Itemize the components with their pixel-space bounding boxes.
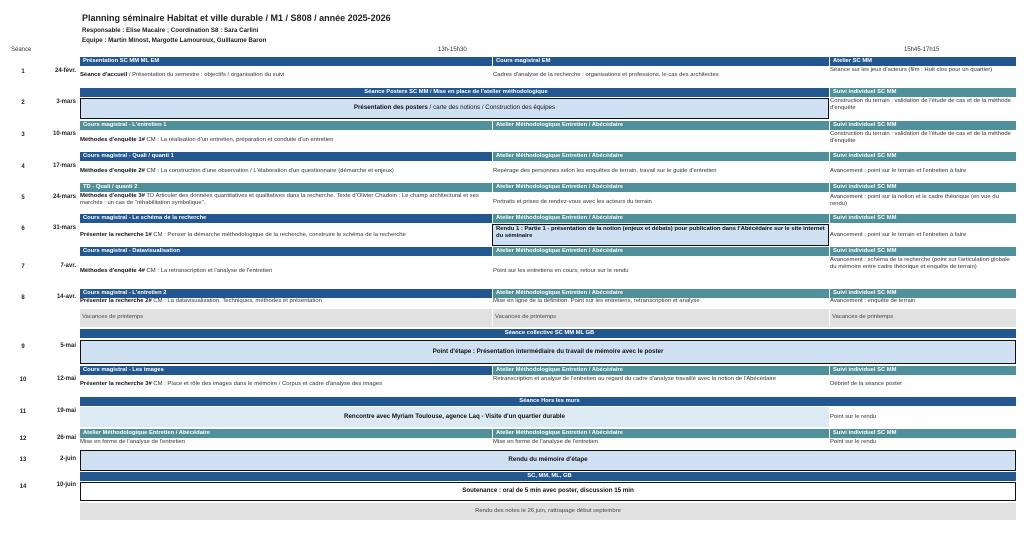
seance-date: 17-mars [52, 163, 76, 169]
seance-date: 5-mai [60, 343, 76, 349]
slot3-header: Suivi individuel SC MM [830, 289, 1016, 298]
session-title: Présenter la recherche 2# [80, 298, 152, 304]
seance-number: 14 [19, 484, 27, 490]
equipe-line: Equipe : Martin Minost, Margotte Lamouroux, Guillaume Baron [82, 37, 267, 44]
slot2-header: Atelier Méthodologique Entretien / Abécédaire [493, 429, 829, 438]
seance-date: 10-mars [52, 131, 76, 137]
seance-date: 3-mars [56, 99, 76, 105]
slot2-header: Atelier Méthodologique Entretien / Abécédaire [493, 121, 829, 130]
slot2-content: Retranscription et analyse de l'entretien au regard du cadre d'analyse travaillé avec la notion de l'Abécédaire [493, 376, 777, 382]
seance-number: 1 [21, 69, 25, 75]
seance-number: 5 [21, 195, 25, 201]
seance-number: 3 [21, 132, 25, 138]
seance-date: 2-juin [60, 456, 76, 462]
slot1-header: Cours magistral - Le schéma de la recherche [80, 214, 492, 223]
seance-date: 31-mars [52, 225, 76, 231]
session-title: Méthodes d'enquête 2# [80, 168, 145, 174]
slot3-content: Construction du terrain : validation de l'étude de cas et de la méthode d'enquête [830, 131, 1011, 145]
full-header: Séance collective SC MM ML GB [80, 329, 1016, 338]
slot3-header: Suivi individuel SC MM [830, 121, 1016, 130]
seance-number: 4 [21, 164, 25, 170]
slot3-content: Point sur le rendu [830, 439, 877, 445]
slot2-header: Atelier Méthodologique Entretien / Abécédaire [493, 247, 829, 256]
seance-number: 13 [19, 457, 27, 463]
highlight-box: Point d'étape : Présentation intermédiaire du travail de mémoire avec le poster [80, 340, 1016, 364]
slot3-header: Suivi individuel SC MM [830, 183, 1016, 192]
seance-date: 12-mai [56, 376, 76, 382]
grades-note: Rendu des notes le 26 juin, rattrapage début septembre [80, 503, 1016, 520]
seance-number: 8 [21, 295, 25, 301]
slot3-header: Suivi individuel SC MM [830, 247, 1016, 256]
slot1-header: Cours magistral - Datavisualisation [80, 247, 492, 256]
slot1-header: Cours magistral - L'entretien 2 [80, 289, 492, 298]
slot2-content: Cadres d'analyse de la recherche : organisations et professions, le cas des architectes [493, 72, 719, 78]
slot1-header: Cours magistral - L'entretien 1 [80, 121, 492, 130]
full-header: SC, MM, ML, GB [80, 472, 1016, 481]
slot1-header: Atelier Méthodologique Entretien / Abécédaire [80, 429, 492, 438]
seance-number: 9 [21, 344, 25, 350]
slot2-content: Portraits et prises de rendez-vous avec les acteurs du terrain [493, 199, 652, 205]
slot1-content: Mise en forme de l'analyse de l'entretien [80, 439, 186, 445]
slot1-header: Présentation SC MM ML EM [80, 57, 492, 66]
vacances-cell: Vacances de printemps [493, 309, 829, 327]
session-description: CM : La retranscription et l'analyse de l'entretien [144, 268, 273, 274]
slot2-header: Atelier Méthodologique Entretien / Abécédaire [493, 366, 829, 375]
slot2-header: Cours magistral EM [493, 57, 829, 66]
seance-date: 24-mars [52, 194, 76, 200]
session-title: Méthodes d'enquête 4# [80, 268, 145, 274]
seance-date: 10-juin [56, 482, 76, 488]
seance-number: 2 [21, 100, 25, 106]
slot2-header: Atelier Méthodologique Entretien / Abécédaire [493, 183, 829, 192]
slot1-header: TD - Quali / quanti 2 [80, 183, 492, 192]
slot1-header: Cours magistral - Quali / quanti 1 [80, 152, 492, 161]
highlight-box: Rencontre avec Myriam Toulouse, agence Laq - Visite d'un quartier durable [80, 407, 829, 427]
session-title: Séance d'accueil [80, 72, 128, 78]
seance-number: 6 [21, 226, 25, 232]
soutenance-box: Soutenance : oral de 5 min avec poster, discussion 15 min [80, 482, 1016, 501]
rendu-box: Rendu 1 : Partie 1 - présentation de la notion (enjeux et débats) pour publication dans l'Abécédaire sur le site internet du séminaire [492, 224, 829, 246]
slot3-header: Suivi individuel SC MM [830, 429, 1016, 438]
slot3-content: Avancement : schéma de la recherche (point sur l'articulation globale du mémoire entre cadre théorique et enquête de terrain) [830, 257, 1010, 271]
slot2-header: Atelier Méthodologique Entretien / Abécédaire [493, 152, 829, 161]
seance-number: 7 [21, 264, 25, 270]
slot3-content: Avancement : point sur le terrain et l'entretien à faire [830, 232, 967, 238]
highlight-box [80, 98, 829, 119]
slot3-header: Suivi individuel SC MM [830, 88, 1016, 97]
session-description: CM : La réalisation d'un entretien, préparation et conduite d'un entretien [144, 137, 334, 143]
slot1-content [80, 232, 492, 239]
responsables-line: Responsable : Elise Macaire ; Coordination S8 : Sara Carlini [82, 27, 259, 34]
session-description: TD Articuler des données quantitatives et qualitatives dans la recherche. Texte d'Olivier Chadoin : Le champ architectural et ses marchés : un cas de "réhabilitation symbolique". [80, 193, 479, 207]
session-title: Présenter la recherche 1# [80, 232, 152, 238]
slot3-content: Construction du terrain : validation de l'étude de cas et de la méthode d'enquête [830, 98, 1011, 112]
slot1-content [80, 137, 492, 144]
slot3-content: Débrief de la séance poster [830, 381, 903, 387]
slot1-content [80, 268, 492, 275]
seance-number: 11 [19, 409, 27, 415]
session-title: Méthodes d'enquête 1# [80, 137, 145, 143]
slot1-content [80, 298, 492, 305]
slot2-content: Mise en forme de l'analyse de l'entretien [493, 439, 599, 445]
span-header: Séance Posters SC MM / Mise en place de l'atelier méthodologique [80, 88, 829, 97]
session-title: Présenter la recherche 3# [80, 381, 152, 387]
slot3-content: Séance sur les jeux d'acteurs (film : Huit clos pour un quartier) [830, 67, 993, 73]
seance-number: 10 [19, 377, 27, 383]
slot3-header: Suivi individuel SC MM [830, 214, 1016, 223]
session-description: CM : Penser la démarche méthodologique de la recherche, construire le schéma de la recherche [151, 232, 406, 238]
slot1-header: Cours magistral - Les images [80, 366, 492, 375]
session-title: Méthodes d'enquête 3# [80, 193, 145, 199]
seance-date: 24-févr. [54, 68, 76, 74]
slot1-content [80, 168, 492, 175]
vacances-cell: Vacances de printemps [830, 309, 1016, 327]
slot1-content [80, 72, 492, 79]
seance-date: 7-avr. [60, 263, 76, 269]
slot3-content: Avancement : point sur la notion et le cadre théorique (en vue du rendu) [830, 194, 999, 208]
slot3-content: Avancement : enquête de terrain [830, 298, 916, 304]
seance-date: 19-mai [56, 408, 76, 414]
session-description: / carte des notions / Construction des équipes [427, 104, 556, 111]
seance-date: 14-avr. [56, 294, 76, 300]
slot3-header: Atelier SC MM [830, 57, 1016, 66]
slot2-content: Mise en ligne de la définition. Point sur les entretiens, retranscription et analyse [493, 298, 700, 304]
slot1-content [80, 381, 492, 388]
session-description: / Présentation du semestre : objectifs / organisation du suivi [127, 72, 285, 78]
session-description: CM : La construction d'une observation / L'élaboration d'un questionnaire (démarche et enjeux) [144, 168, 394, 174]
time-slot-2: 15h45-17h15 [904, 47, 940, 53]
slot3-content: Avancement : point sur le terrain et l'entretien à faire [830, 168, 967, 174]
session-description: CM : Place et rôle des images dans le mémoire / Corpus et cadre d'analyse des images [151, 381, 383, 387]
session-title: Présentation des posters [353, 104, 428, 111]
slot2-header: Atelier Méthodologique Entretien / Abécédaire [493, 289, 829, 298]
slot3-content: Point sur le rendu [830, 414, 877, 420]
seance-number: 12 [19, 436, 27, 442]
full-header: Séance Hors les murs [80, 397, 1016, 406]
slot2-content: Point sur les entretiens en cours, retour sur le rendu [493, 268, 629, 274]
slot1-content [80, 193, 492, 213]
slot3-header: Suivi individuel SC MM [830, 152, 1016, 161]
slot3-header: Suivi individuel SC MM [830, 366, 1016, 375]
session-description: CM : La datavisualisation. Techniques, méthodes et présentation [151, 298, 322, 304]
seance-date: 26-mai [56, 435, 76, 441]
page-title: Planning séminaire Habitat et ville durable / M1 / S808 / année 2025-2026 [82, 13, 391, 23]
highlight-box: Rendu du mémoire d'étape [80, 450, 1016, 471]
time-slot-1: 13h-15h30 [438, 47, 467, 53]
slot2-content: Repérage des personnes selon les enquêtes de terrain, travail sur le guide d'entretien [493, 168, 717, 174]
seance-column-header: Séance [11, 47, 32, 53]
vacances-cell: Vacances de printemps [80, 309, 492, 327]
slot2-header: Atelier Méthodologique Entretien / Abécédaire [493, 214, 829, 223]
